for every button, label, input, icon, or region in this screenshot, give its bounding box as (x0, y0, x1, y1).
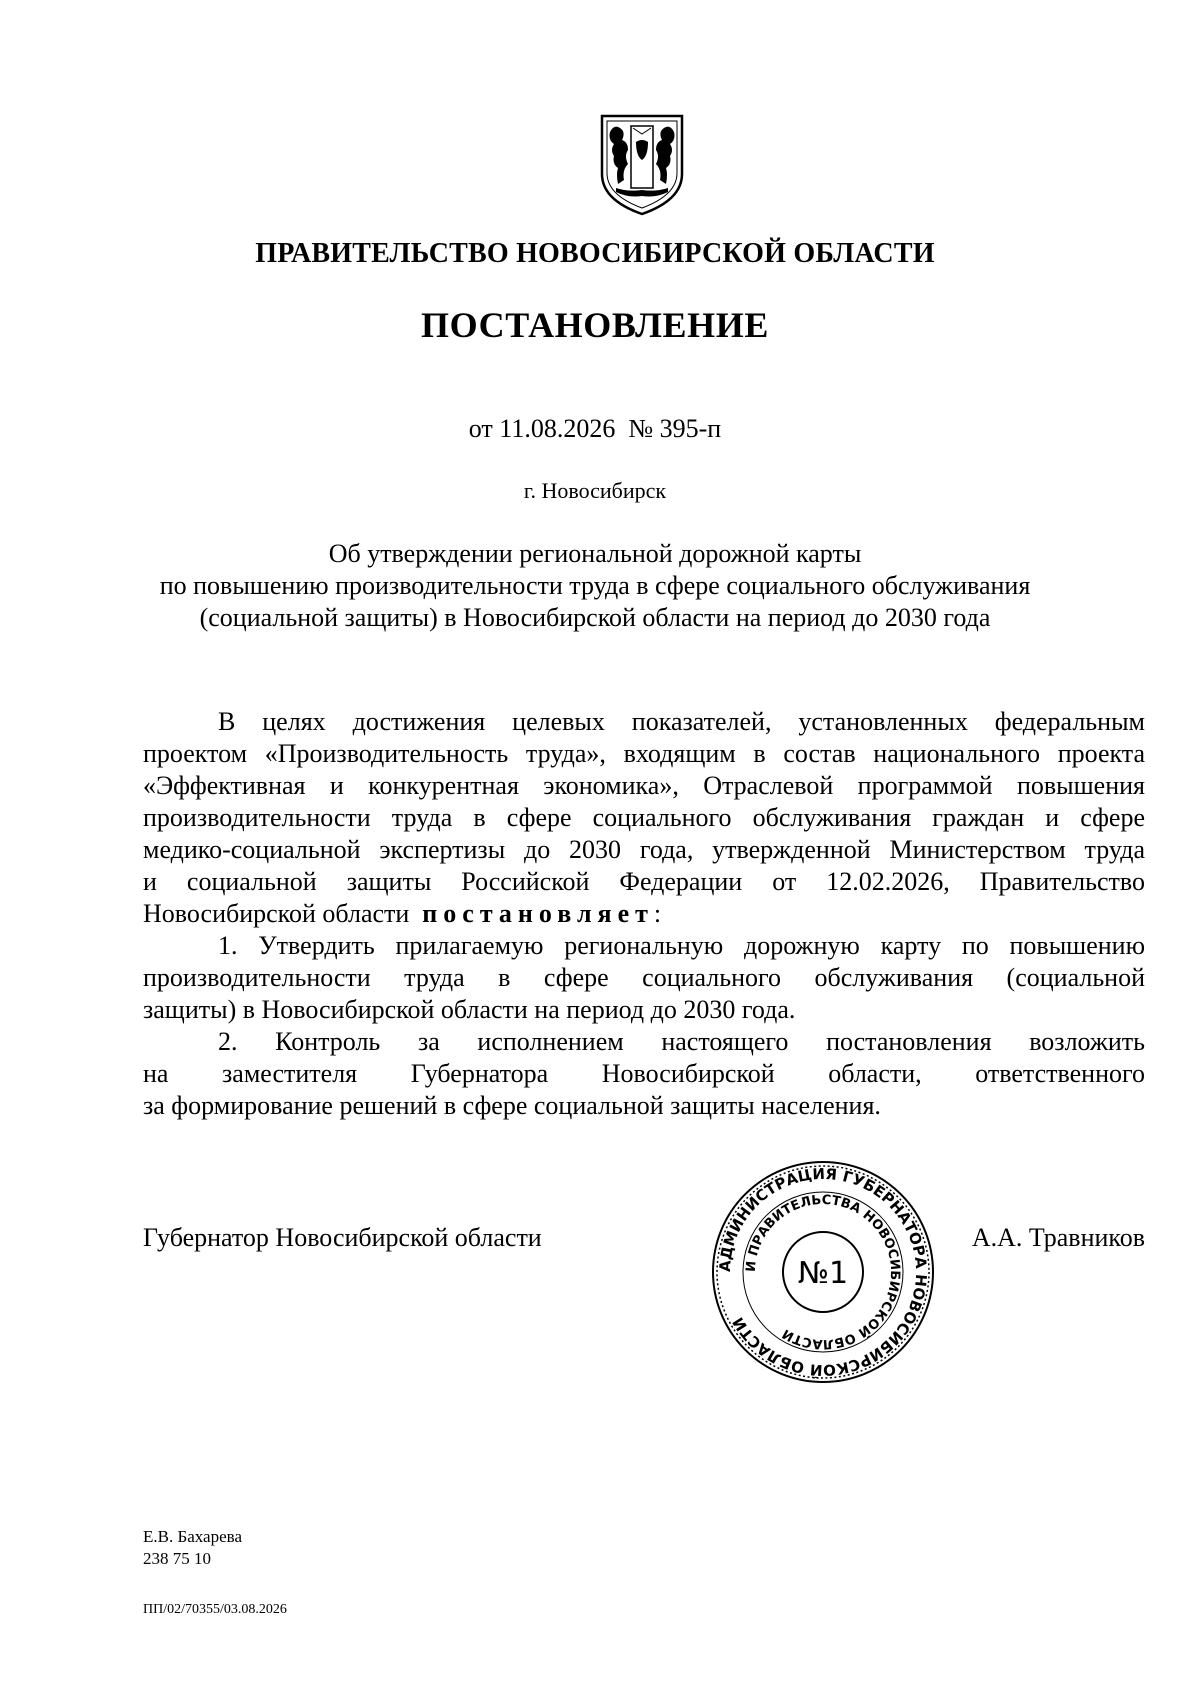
registration-code: ПП/02/70355/03.08.2026 (143, 1602, 287, 1617)
city: г. Новосибирск (523, 478, 667, 503)
executor-phone: 238 75 10 (143, 1549, 211, 1568)
document-type: ПОСТАНОВЛЕНИЕ (421, 305, 769, 345)
coat-of-arms-icon (598, 112, 686, 218)
body-line: медико-социальной экспертизы до 2030 года, утвержденной Министерством труда (143, 835, 1145, 864)
seal-outer-text: АДМИНИСТРАЦИЯ ГУБЕРНАТОРА НОВОСИБИРСКОЙ ОБЛАСТИ (715, 1164, 931, 1380)
body-line: производительности труда в сфере социального обслуживания (социальной (143, 963, 1145, 992)
body-line: производительности труда в сфере социального обслуживания граждан и сфере (143, 803, 1145, 832)
decree-word: постановляет (422, 899, 654, 928)
body-line: проектом «Производительность труда», входящим в состав национального проекта (143, 739, 1145, 768)
body-line: 2. Контроль за исполнением настоящего постановления возложить (218, 1027, 1145, 1056)
signatory-name: А.А. Травников (971, 1223, 1145, 1252)
preamble-last: Новосибирской области (143, 899, 410, 928)
body-line: за формирование решений в сфере социальной защиты населения. (143, 1091, 881, 1120)
document-subject (0, 538, 1190, 634)
body-line: и социальной защиты Российской Федерации от 12.02.2026, Правительство (143, 867, 1145, 896)
body-line: защиты) в Новосибирской области на период до 2030 года. (143, 995, 796, 1024)
decree-colon: : (653, 899, 662, 928)
subject-line: (социальной защиты) в Новосибирской области на период до 2030 года (199, 603, 991, 632)
signatory-title: Губернатор Новосибирской области (143, 1223, 542, 1252)
body-line: 1. Утвердить прилагаемую региональную дорожную карту по повышению (218, 931, 1145, 960)
executor-contact (143, 1526, 242, 1570)
official-seal (711, 1160, 935, 1384)
subject-line: Об утверждении региональной дорожной карты (328, 539, 862, 568)
body-line (143, 898, 1145, 930)
executor-name: Е.В. Бахарева (143, 1527, 242, 1546)
body-line: на заместителя Губернатора Новосибирской области, ответственного (143, 1059, 1145, 1088)
subject-line: по повышению производительности труда в сфере социального обслуживания (159, 571, 1031, 600)
document-number: № 395-п (628, 414, 722, 443)
issuer-title: ПРАВИТЕЛЬСТВО НОВОСИБИРСКОЙ ОБЛАСТИ (255, 238, 935, 269)
date-prefix: от (468, 414, 493, 443)
date-number-line (0, 414, 1190, 444)
body-line: «Эффективная и конкурентная экономика», Отраслевой программой повышения (143, 771, 1145, 800)
seal-number: №1 (797, 1256, 849, 1291)
seal-inner-text: И ПРАВИТЕЛЬСТВА НОВОСИБИРСКОЙ ОБЛАСТИ (743, 1192, 903, 1352)
document-date: 11.08.2026 (499, 414, 616, 443)
body-line: В целях достижения целевых показателей, установленных федеральным (218, 707, 1145, 736)
